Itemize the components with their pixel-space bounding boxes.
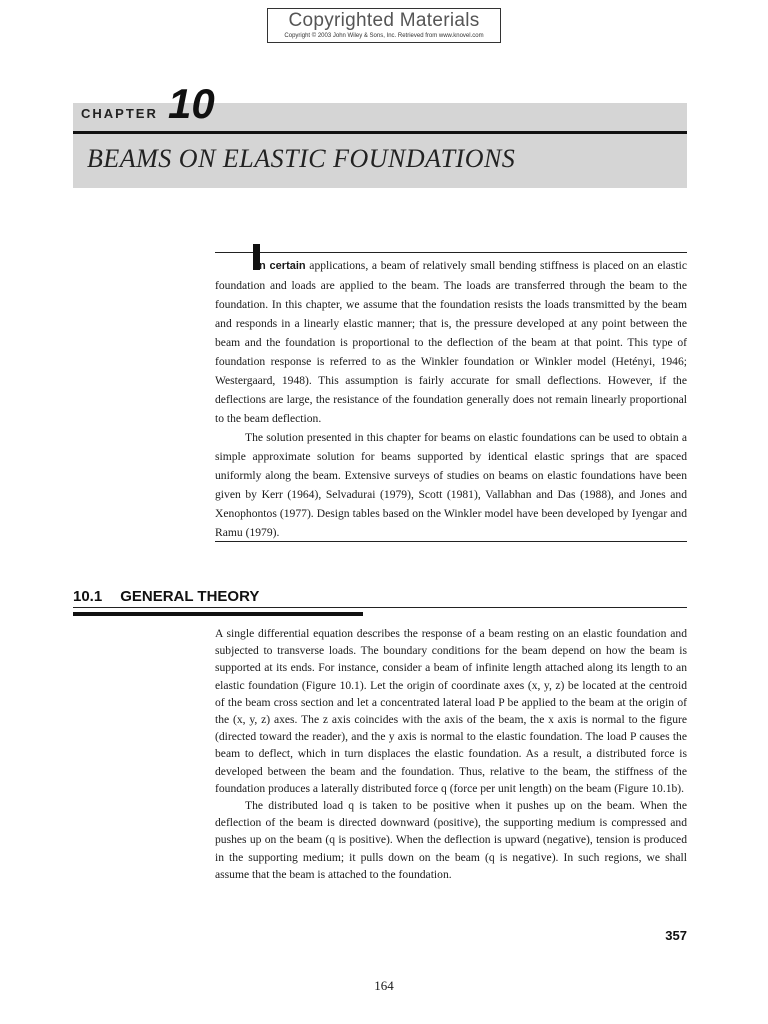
intro-top-rule xyxy=(215,252,687,253)
chapter-title: BEAMS ON ELASTIC FOUNDATIONS xyxy=(87,144,516,173)
intro-paragraph-2: The solution presented in this chapter for beams on elastic foundations can be used to obtain a simple approximate solution for beams supported by identical elastic springs that are spaced uniformly along the beam. Extensive surveys of studies on beams on elastic foundations have been given by Kerr (1964), Selvadurai (1979), Scott (1981), Vallabhan and Das (1988), and Jones and Xenophontos (1977). Design tables based on the Winkler model have been developed by Iyengar and Ramu (1979). xyxy=(215,431,687,539)
section-title: GENERAL THEORY xyxy=(120,588,260,605)
document-page-number: 164 xyxy=(374,978,394,993)
intro-lead-word: n certain xyxy=(259,260,306,272)
section-body xyxy=(215,625,687,883)
book-page-number: 357 xyxy=(665,928,687,943)
copyright-notice: Copyright © 2003 John Wiley & Sons, Inc. Retrieved from www.knovel.com xyxy=(284,33,484,39)
section-paragraph-2: The distributed load q is taken to be positive when it pushes up on the beam. When the deflection of the beam is directed downward (positive), the supporting medium is compressed and pushes up on the beam (q is positive). When the deflection is upward (negative), tension is produced in the supporting medium; it pulls down on the beam (q is negative). In such regions, we shall assume that the beam is attached to the foundation. xyxy=(215,799,687,881)
copyright-title: Copyrighted Materials xyxy=(288,10,480,31)
section-paragraph-1: A single differential equation describes the response of a beam resting on an elastic foundation and subjected to transverse loads. The boundary conditions for the beam depend on how the beam is supported at its ends. For instance, consider a beam of infinite length attached along its length to an elastic foundation (Figure 10.1). Let the origin of coordinate axes (x, y, z) be located at the centroid of the beam cross section and let a concentrated lateral load P be applied to the beam at the origin of the (x, y, z) axes. The z axis coincides with the axis of the beam, the x axis is normal to the figure (directed toward the reader), and the y axis is normal to the elastic foundation. The load P causes the beam to deflect, which in turn displaces the elastic foundation. As a result, a distributed force is developed between the beam and the foundation. Thus, relative to the beam, the stiffness of the foundation produces a laterally distributed force q (force per unit length) on the beam (Figure 10.1b). xyxy=(215,627,687,795)
section-number: 10.1 xyxy=(73,588,103,605)
copyright-stamp xyxy=(267,8,501,43)
section-rule-thick xyxy=(73,612,363,616)
chapter-label: CHAPTER xyxy=(81,106,158,121)
intro-bottom-rule xyxy=(215,541,687,542)
chapter-number: 10 xyxy=(168,80,215,127)
section-rule-thin xyxy=(73,607,687,608)
intro-paragraph-1-text: applications, a beam of relatively small bending stiffness is placed on an elastic foundation and loads are applied to the beam. The loads are transferred through the beam to the foundation. In this chapter, we assume that the foundation resists the loads transmitted by the beam and responds in a linearly elastic manner; that is, the pressure developed at any point between the beam and the foundation is proportional to the deflection of the beam at that point. This type of foundation response is referred to as the Winkler foundation or Winkler model (Hetényi, 1946; Westergaard, 1948). This assumption is fairly accurate for small deflections. However, if the deflections are large, the resistance of the foundation generally does not remain linearly proportional to the beam deflection. xyxy=(215,259,687,425)
chapter-rule xyxy=(73,131,687,134)
intro-paragraph-1 xyxy=(215,256,687,428)
section-heading xyxy=(73,588,259,605)
intro-text xyxy=(215,256,687,542)
